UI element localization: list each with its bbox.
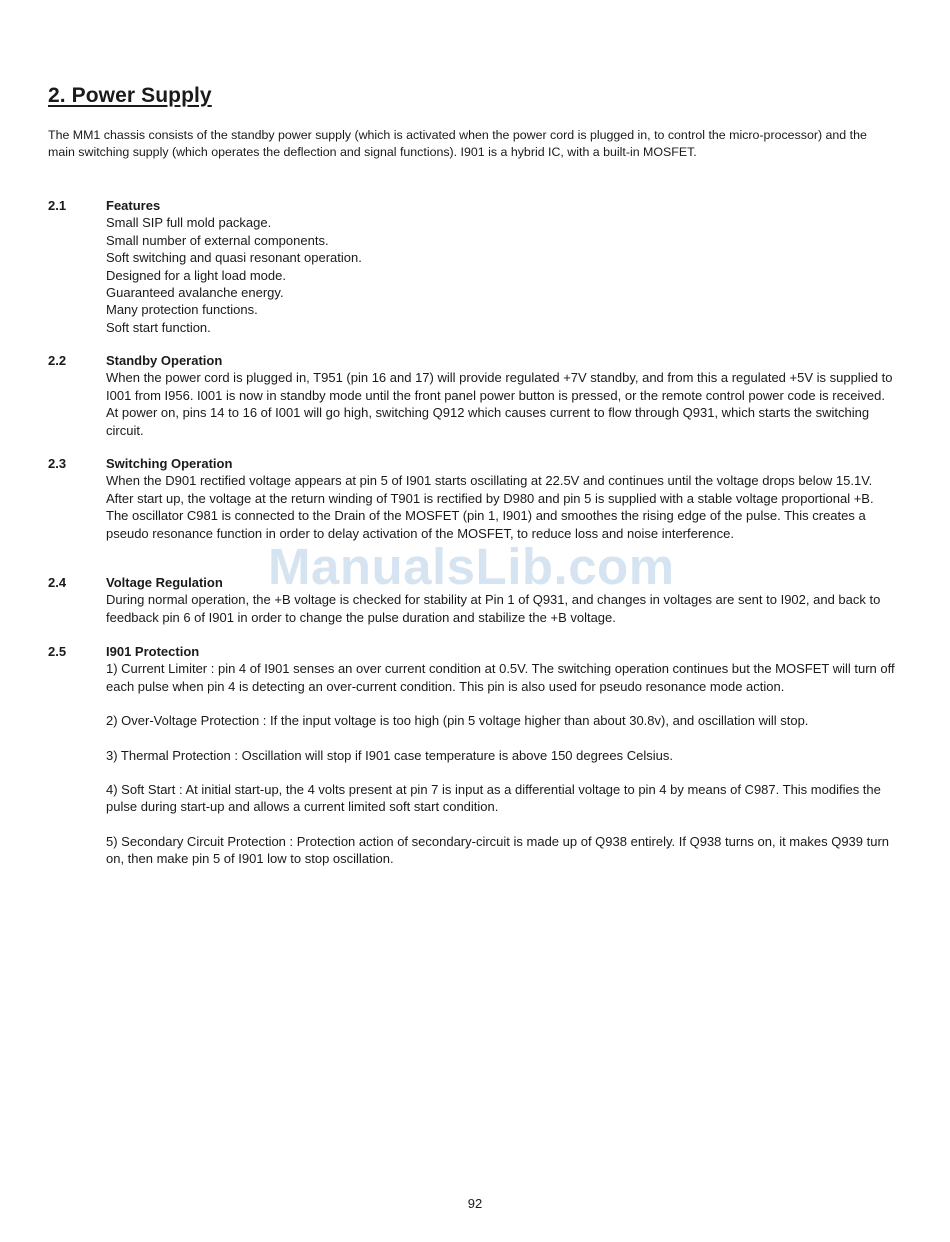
watermark-logo: ManualsLib.com [268,538,675,595]
section-heading: I901 Protection [106,644,200,659]
list-item: Designed for a light load mode. [106,267,286,283]
section-body [106,643,896,868]
protection-item-over-voltage: 2) Over-Voltage Protection : If the input voltage is too high (pin 5 voltage higher than about 30.8v), and oscillation will stop. [106,713,809,729]
list-item: Guaranteed avalanche energy. [106,285,284,301]
features-list [106,214,896,336]
section-number: 2.5 [48,644,67,659]
list-item: Soft switching and quasi resonant operation. [106,250,362,266]
section-body [106,455,896,542]
protection-item-secondary-circuit: 5) Secondary Circuit Protection : Protection action of secondary-circuit is made up of Q938 entirely. If Q938 turns on, it makes Q939 turn on, then make pin 5 of I901 low to stop oscillation. [106,833,890,867]
section-number: 2.2 [48,353,67,368]
section-text: When the D901 rectified voltage appears at pin 5 of I901 starts oscillating at 22.5V and continues until the voltage drops below 15.1V. After start up, the voltage at the return winding of T901 is rectified by D980 and pin 5 is supplied with a stable voltage proportional +B. The oscillator C981 is connected to the Drain of the MOSFET (pin 1, I901) and smoothes the rising edge of the pulse. This creates a pseudo resonance function in order to delay activation of the MOSFET, to reduce loss and noise interference. [106,473,874,541]
protection-item-current-limiter: 1) Current Limiter : pin 4 of I901 senses an over current condition at 0.5V. The switching operation continues but the MOSFET will turn off each pulse when pin 4 is detecting an over-current condition. This pin is also used for pseudo resonance mode action. [106,661,895,694]
list-item: Small number of external components. [106,232,329,248]
list-item: Small SIP full mold package. [106,215,272,231]
section-text: During normal operation, the +B voltage is checked for stability at Pin 1 of Q931, and changes in voltages are sent to I902, and back to feedback pin 6 of I901 in order to change the pulse duration and stabilize the +B voltage. [106,592,881,625]
section-body [106,574,896,626]
list-item: Many protection functions. [106,302,258,318]
page-title: 2. Power Supply [48,84,212,107]
section-text: When the power cord is plugged in, T951 (pin 16 and 17) will provide regulated +7V standby, and from this a regulated +5V is supplied to I001 from I956. I001 is now in standby mode until the front panel power button is pressed, or the remote control power code is received. At power on, pins 14 to 16 of I001 will go high, switching Q912 which causes current to flow through Q931, which starts the switching circuit. [106,370,893,438]
section-body [106,197,896,336]
list-item: Soft start function. [106,319,211,335]
section-number: 2.3 [48,456,67,471]
page-number: 92 [467,1196,483,1211]
section-heading: Voltage Regulation [106,575,223,590]
section-heading: Features [106,198,161,213]
intro-paragraph: The MM1 chassis consists of the standby power supply (which is activated when the power cord is plugged in, to control the micro-processor) and the main switching supply (which operates the deflection and signal functions). I901 is a hybrid IC, with a built-in MOSFET. [48,128,867,160]
protection-item-soft-start: 4) Soft Start : At initial start-up, the 4 volts present at pin 7 is input as a differential voltage to pin 4 by means of C987. This modifies the pulse during start-up and allows a current limited soft start condition. [106,782,881,815]
section-number: 2.4 [48,575,67,590]
section-heading: Switching Operation [106,456,233,471]
section-body [106,352,896,439]
section-heading: Standby Operation [106,353,223,368]
protection-item-thermal: 3) Thermal Protection : Oscillation will stop if I901 case temperature is above 150 degrees Celsius. [106,747,673,763]
section-number: 2.1 [48,198,67,213]
